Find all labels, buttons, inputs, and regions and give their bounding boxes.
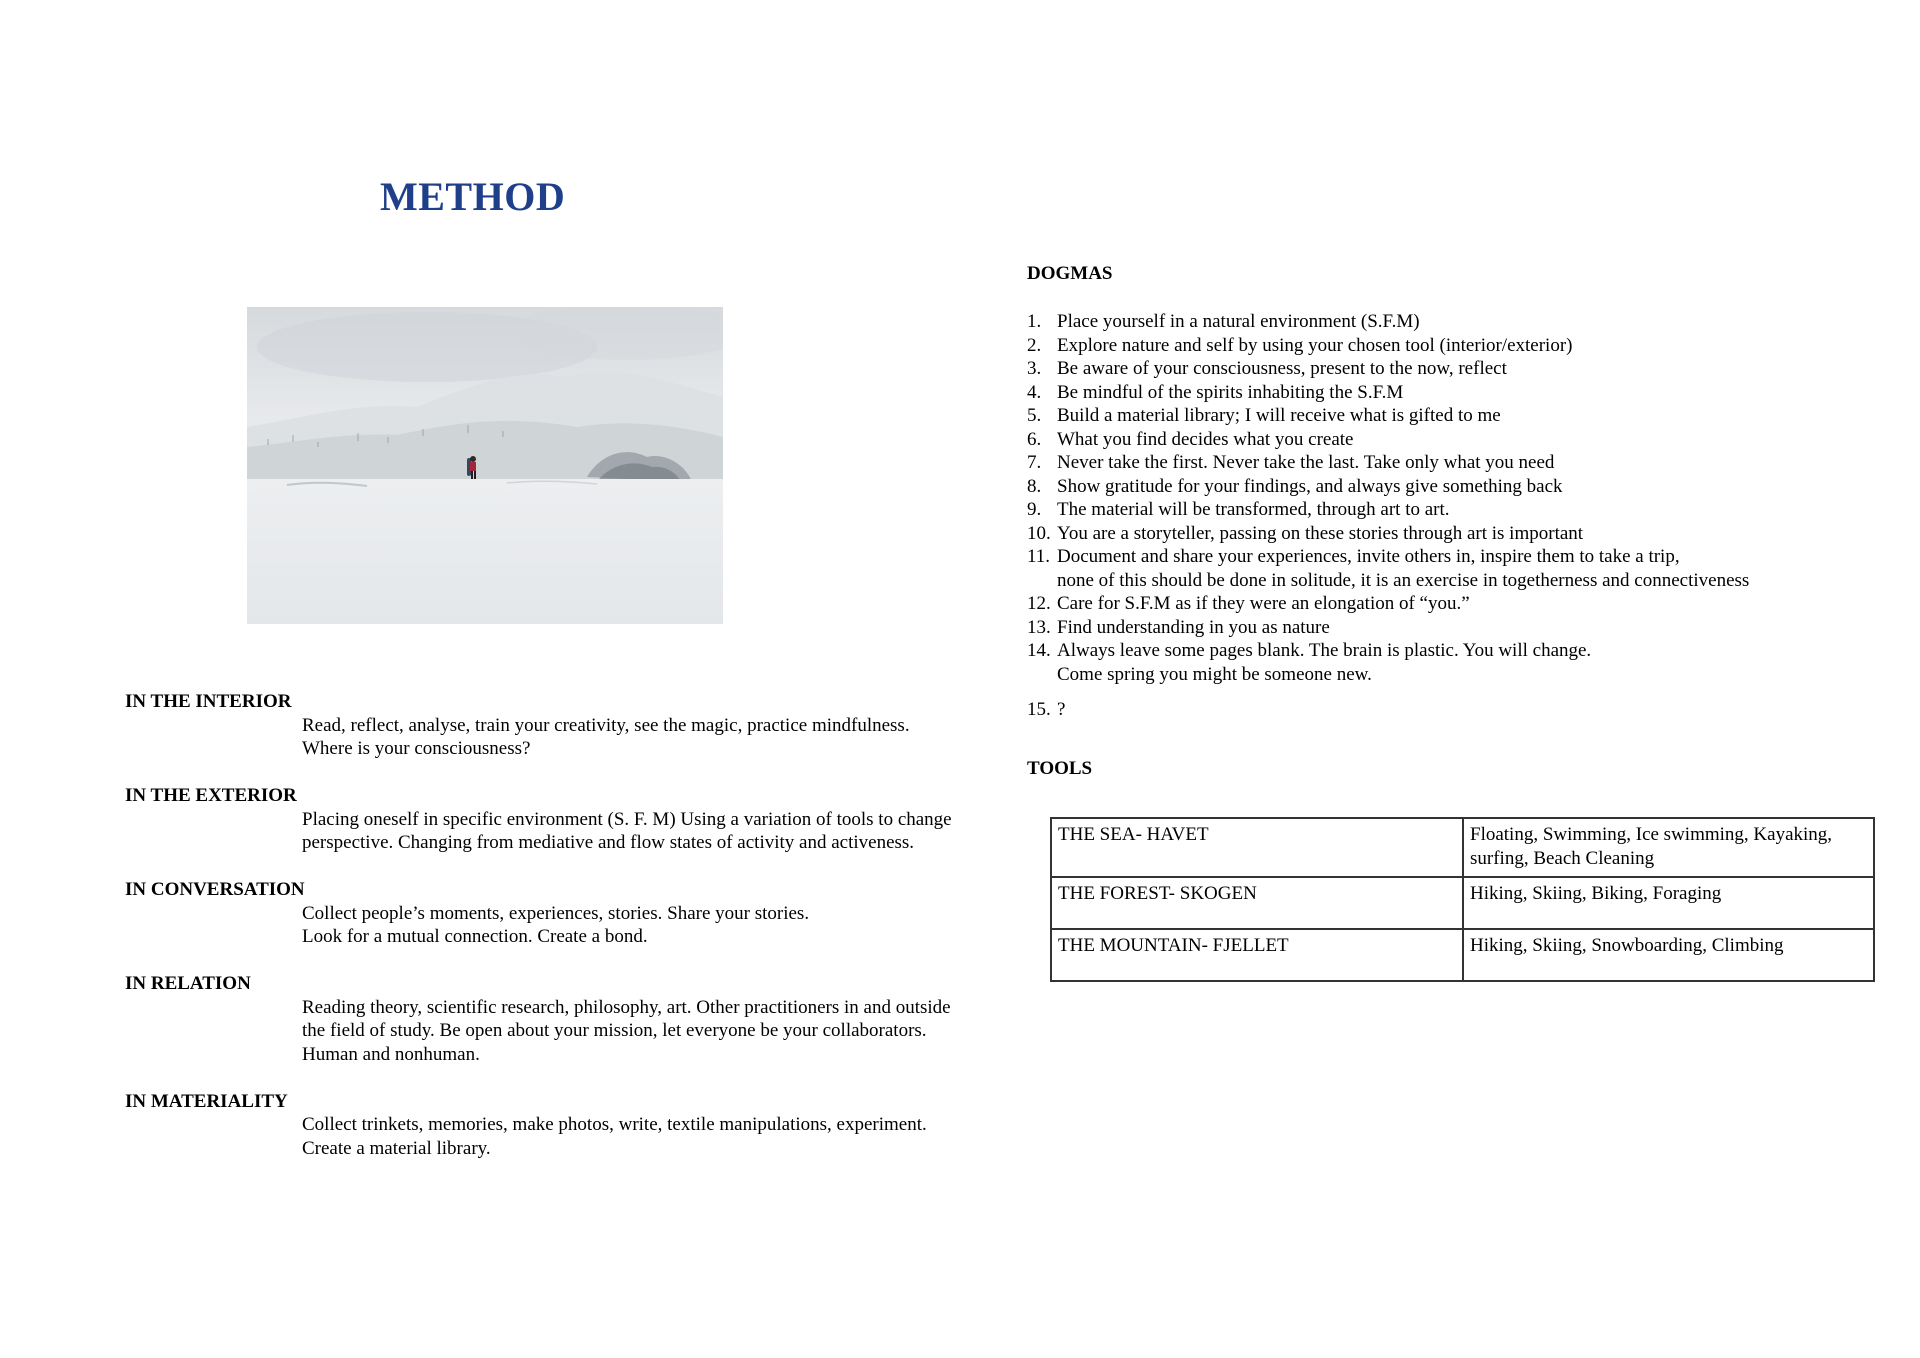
dogmas-list: [1027, 310, 1907, 722]
tool-place-cell: THE FOREST- SKOGEN: [1051, 877, 1463, 929]
dogma-number: 13.: [1027, 616, 1051, 638]
dogma-text: Always leave some pages blank. The brain is plastic. You will change.: [1057, 640, 1592, 661]
dogma-text: Be mindful of the spirits inhabiting the S.F.M: [1057, 381, 1404, 403]
tool-place-cell: THE SEA- HAVET: [1051, 818, 1463, 877]
dogma-item: [1027, 334, 1907, 358]
dogma-number: 2.: [1027, 334, 1042, 356]
dogma-number: 12.: [1027, 593, 1051, 614]
section-body: [125, 714, 985, 761]
dogma-text: Find understanding in you as nature: [1057, 616, 1330, 638]
dogma-number: 1.: [1027, 311, 1042, 332]
dogma-text: Be aware of your consciousness, present to the now, reflect: [1057, 358, 1507, 379]
section-line: Read, reflect, analyse, train your creativity, see the magic, practice mindfulness.: [302, 714, 910, 736]
dogma-text: Place yourself in a natural environment (S.F.M): [1057, 311, 1420, 332]
table-row: [1051, 929, 1874, 981]
section-heading: IN MATERIALITY: [125, 1090, 288, 1112]
dogma-item: [1027, 475, 1907, 499]
snowy-landscape-photo: [247, 307, 723, 624]
dogma-item: [1027, 381, 1907, 405]
snowboarder-figure: [467, 456, 476, 479]
dogma-number: 3.: [1027, 358, 1042, 379]
dogma-item: [1027, 592, 1907, 616]
section-line: Human and nonhuman.: [302, 1043, 480, 1065]
dogma-text: Care for S.F.M as if they were an elongation of “you.”: [1057, 593, 1470, 614]
dogma-item: [1027, 698, 1907, 722]
dogma-number: 4.: [1027, 381, 1042, 403]
dogma-item: [1027, 616, 1907, 640]
dogma-text: Come spring you might be someone new.: [1057, 663, 1372, 685]
section-body: [125, 808, 985, 855]
dogmas-heading: DOGMAS: [1027, 263, 1113, 284]
section-relation: [125, 972, 985, 1066]
section-line: Create a material library.: [302, 1137, 491, 1159]
dogma-text: Document and share your experiences, invite others in, inspire them to take a trip,: [1057, 546, 1680, 567]
section-line: Reading theory, scientific research, philosophy, art. Other practitioners in and outside: [302, 996, 951, 1018]
section-line: Look for a mutual connection. Create a bond.: [302, 926, 648, 947]
section-heading: IN THE INTERIOR: [125, 691, 292, 712]
section-line: perspective. Changing from mediative and flow states of activity and activeness.: [302, 832, 915, 853]
section-interior: [125, 690, 985, 761]
dogma-text: none of this should be done in solitude, it is an exercise in togetherness and connectiveness: [1057, 569, 1750, 591]
dogma-item: [1027, 639, 1907, 686]
dogma-number: 6.: [1027, 428, 1042, 450]
dogma-item: [1027, 522, 1907, 546]
dogma-text: Explore nature and self by using your chosen tool (interior/exterior): [1057, 334, 1573, 356]
dogma-number: 7.: [1027, 452, 1042, 473]
table-row: [1051, 877, 1874, 929]
tool-place-cell: THE MOUNTAIN- FJELLET: [1051, 929, 1463, 981]
dogma-number: 9.: [1027, 499, 1042, 520]
dogma-item: [1027, 404, 1907, 428]
section-line: Where is your consciousness?: [302, 738, 531, 759]
section-heading: IN CONVERSATION: [125, 879, 305, 900]
dogma-number: 15.: [1027, 699, 1051, 720]
dogma-text: Build a material library; I will receive what is gifted to me: [1057, 405, 1501, 426]
dogma-item: [1027, 498, 1907, 522]
section-materiality: [125, 1090, 985, 1161]
tools-heading: TOOLS: [1027, 758, 1093, 779]
section-body: [125, 1113, 985, 1160]
section-line: Placing oneself in specific environment (S. F. M) Using a variation of tools to change: [302, 808, 952, 830]
dogma-item: [1027, 357, 1907, 381]
dogma-text: The material will be transformed, through art to art.: [1057, 499, 1450, 520]
section-heading: IN RELATION: [125, 973, 251, 994]
section-exterior: [125, 784, 985, 855]
dogma-number: 14.: [1027, 640, 1051, 661]
dogma-number: 5.: [1027, 405, 1042, 426]
dogma-number: 11.: [1027, 546, 1051, 567]
tool-activities-cell: Hiking, Skiing, Biking, Foraging: [1463, 877, 1874, 929]
section-heading: IN THE EXTERIOR: [125, 785, 297, 806]
section-body: [125, 902, 985, 949]
dogma-text: ?: [1057, 699, 1066, 720]
table-row: [1051, 818, 1874, 877]
section-body: [125, 996, 985, 1067]
dogma-text: Never take the first. Never take the last. Take only what you need: [1057, 452, 1555, 473]
dogma-number: 8.: [1027, 475, 1042, 497]
method-sections: [125, 690, 985, 1184]
dogma-number: 10.: [1027, 522, 1051, 544]
page-title: METHOD: [380, 174, 566, 219]
section-line: Collect trinkets, memories, make photos, write, textile manipulations, experiment.: [302, 1114, 927, 1135]
tool-activities-cell: Floating, Swimming, Ice swimming, Kayaking, surfing, Beach Cleaning: [1463, 818, 1874, 877]
tools-table: [1050, 817, 1875, 982]
dogma-item: [1027, 310, 1907, 334]
dogma-item: [1027, 545, 1907, 592]
tool-activities-cell: Hiking, Skiing, Snowboarding, Climbing: [1463, 929, 1874, 981]
section-conversation: [125, 878, 985, 949]
section-line: the field of study. Be open about your mission, let everyone be your collaborators.: [302, 1020, 927, 1041]
dogma-item: [1027, 428, 1907, 452]
dogma-text: What you find decides what you create: [1057, 428, 1354, 450]
dogma-item: [1027, 451, 1907, 475]
dogma-text: Show gratitude for your findings, and always give something back: [1057, 475, 1563, 497]
dogma-text: You are a storyteller, passing on these stories through art is important: [1057, 522, 1584, 544]
section-line: Collect people’s moments, experiences, stories. Share your stories.: [302, 902, 810, 924]
